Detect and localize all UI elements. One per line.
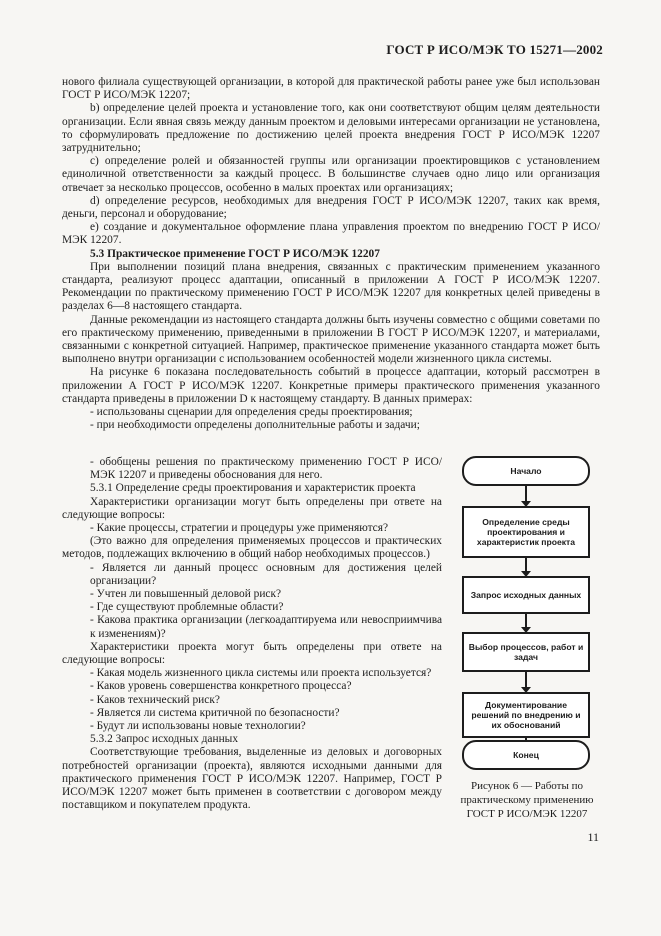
page-number: 11 xyxy=(587,830,599,844)
flow-step-environment: Определение среды проектирования и характеристик проекта xyxy=(462,506,590,558)
paragraph: d) определение ресурсов, необходимых для внедрения ГОСТ Р ИСО/МЭК 12207, таких как время, деньги, персонал и оборудование; xyxy=(62,194,600,221)
list-item: - Какие процессы, стратегии и процедуры уже применяются? xyxy=(90,522,389,535)
flow-arrow xyxy=(525,558,527,572)
list-item: - обобщены решения по практическому применению ГОСТ Р ИСО/МЭК 12207 и приведены обоснования для него. xyxy=(90,456,442,482)
paragraph: 5.3.1 Определение среды проектирования и характеристик проекта xyxy=(90,482,416,495)
list-item: - Каков уровень совершенства конкретного процесса? xyxy=(90,680,352,693)
paragraph: Соответствующие требования, выделенные из деловых и договорных потребностей организации (проекта), являются исходными данными для практического применения ГОСТ Р ИСО/МЭК 12207. Например, ГОСТ Р ИСО/МЭК 12207 может быть применен в соответствии с договором между поставщиком и покупателем продукта. xyxy=(62,746,442,812)
list-item: - Является ли данный процесс основным для достижения целей организации? xyxy=(90,561,442,587)
paragraph: При выполнении позиций плана внедрения, связанных с практическим применением указанного стандарта, реализуют процесс адаптации, описанный в приложении А ГОСТ Р ИСО/МЭК 12207. Рекомендации по практическому применению ГОСТ Р ИСО/МЭК 12207 для конкретных целей приведены в разделах 6—8 настоящего стандарта. xyxy=(62,260,600,313)
list-item: - Какова практика организации (легкоадаптируема или невосприимчива к изменениям)? xyxy=(90,614,442,640)
list-item: - Является ли система критичной по безопасности? xyxy=(90,706,340,719)
flow-arrow xyxy=(525,486,527,502)
paragraph: b) определение целей проекта и установление того, как они соответствуют общим целям деятельности организации. Если явная связь между данным проектом и деловыми интересами организации не установлена, то сформулировать предложение по достижению целей проекта внедрения ГОСТ Р ИСО/МЭК 12207 затруднительно; xyxy=(62,102,600,155)
paragraph: На рисунке 6 показана последовательность событий в процессе адаптации, который рассмотрен в приложении А ГОСТ Р ИСО/МЭК 12207. Конкретные примеры практического применения указанного стандарта приведены в приложении D к настоящему стандарту. В данных примерах: xyxy=(62,366,600,405)
left-column-text xyxy=(62,456,442,812)
list-item: - Где существуют проблемные области? xyxy=(90,601,284,614)
list-item: - Каков технический риск? xyxy=(90,693,220,706)
list-item: - использованы сценарии для определения среды проектирования; xyxy=(90,406,413,419)
flow-step-select: Выбор процессов, работ и задач xyxy=(462,632,590,672)
paragraph: e) создание и документальное оформление плана управления проектом по внедрению ГОСТ Р ИСО/МЭК 12207. xyxy=(62,221,600,247)
flow-end: Конец xyxy=(462,740,590,770)
flow-step-input: Запрос исходных данных xyxy=(462,576,590,614)
list-item: - Учтен ли повышенный деловой риск? xyxy=(90,588,282,601)
flow-arrow xyxy=(525,672,527,688)
figure-caption: Рисунок 6 — Работы по практическому применению ГОСТ Р ИСО/МЭК 12207 xyxy=(460,780,594,820)
document-header: ГОСТ Р ИСО/МЭК ТО 15271—2002 xyxy=(386,42,603,57)
list-item: - при необходимости определены дополнительные работы и задачи; xyxy=(90,419,420,432)
paragraph: Характеристики проекта могут быть определены при ответе на следующие вопросы: xyxy=(62,640,442,667)
list-item: - Будут ли использованы новые технологии? xyxy=(90,720,306,733)
paragraph: нового филиала существующей организации, в которой для практической работы ранее уже был использован ГОСТ Р ИСО/МЭК 12207; xyxy=(62,76,600,102)
main-text-block xyxy=(62,76,600,432)
flow-start: Начало xyxy=(462,456,590,486)
flow-step-document: Документирование решений по внедрению и их обоснований xyxy=(462,692,590,738)
flow-arrow xyxy=(525,614,527,628)
paragraph: 5.3.2 Запрос исходных данных xyxy=(90,733,239,746)
paragraph: c) определение ролей и обязанностей группы или организации проектировщиков с установлением единоличной ответственности за каждый процесс. В большинстве случаев одно лицо или организация отвечает за несколько процессов, особенно в малых проектах или организациях; xyxy=(62,155,600,194)
section-heading: 5.3 Практическое применение ГОСТ Р ИСО/МЭК 12207 xyxy=(90,247,380,260)
paragraph: Данные рекомендации из настоящего стандарта должны быть изучены совместно с общими советами по его практическому применению, приведенными в приложении В ГОСТ Р ИСО/МЭК 12207, и материалами, связанными с конкретной ситуацией. Например, практическое применение указанного стандарта может быть выполнено внутри организации с использованием особенностей модели жизненного цикла системы. xyxy=(62,313,600,366)
flowchart xyxy=(452,448,602,773)
list-item: - Какая модель жизненного цикла системы или проекта используется? xyxy=(90,667,432,680)
paragraph: (Это важно для определения применяемых процессов и практических методов, подлежащих включению в общий набор необходимых процессов.) xyxy=(62,535,442,561)
paragraph: Характеристики организации могут быть определены при ответе на следующие вопросы: xyxy=(62,495,442,521)
